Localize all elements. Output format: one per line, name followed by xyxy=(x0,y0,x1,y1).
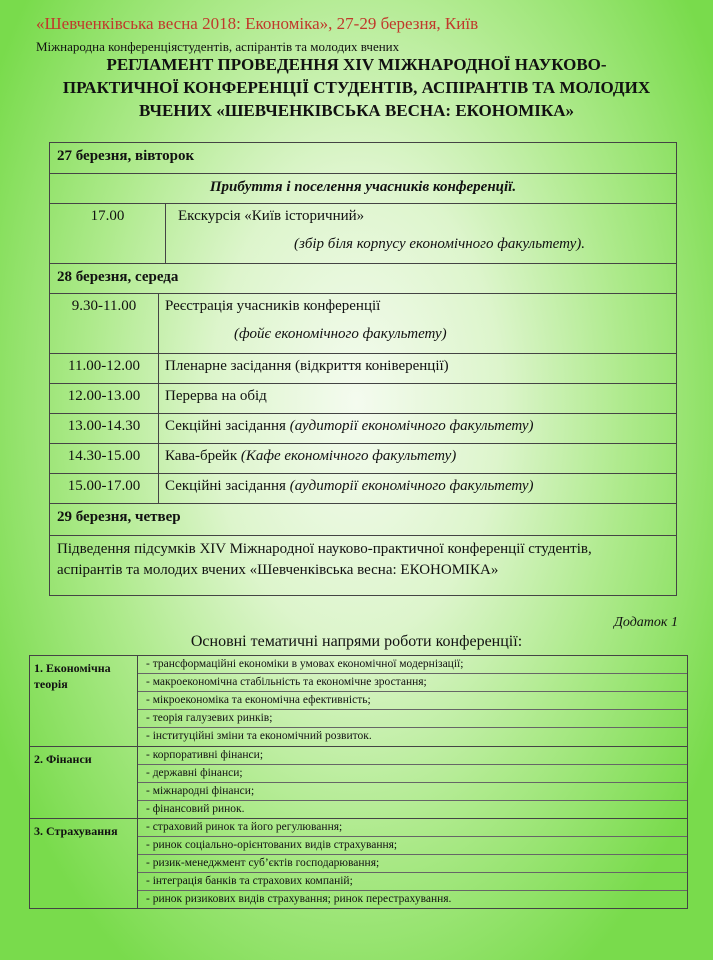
location-note: (аудиторії економічного факультету) xyxy=(289,418,534,434)
day-row xyxy=(50,503,676,535)
schedule-row xyxy=(50,443,676,473)
topic-category: 3. Страхування xyxy=(30,819,138,908)
topic-item: - страховий ринок та його регулювання; xyxy=(138,819,687,837)
schedule-row xyxy=(50,293,676,353)
topics-table xyxy=(29,655,688,909)
arrival-text: Прибуття і поселення учасників конференції. xyxy=(209,179,517,195)
topic-item: - міжнародні фінанси; xyxy=(138,783,687,801)
regulation-title-line-3: ВЧЕНИХ «ШЕВЧЕНКІВСЬКА ВЕСНА: ЕКОНОМІКА» xyxy=(138,101,574,120)
schedule-table xyxy=(49,142,677,596)
activity-cell xyxy=(165,444,456,465)
activity-cell: Реєстрація учасників конференції xyxy=(165,298,381,314)
time-cell: 12.00-13.00 xyxy=(50,384,159,413)
topic-item: - корпоративні фінанси; xyxy=(138,747,687,765)
topic-row xyxy=(30,746,687,818)
activity-cell xyxy=(165,414,534,435)
topic-items xyxy=(138,747,687,818)
day-label: 29 березня, четвер xyxy=(57,509,181,525)
day-row xyxy=(50,143,676,173)
topic-category: 2. Фінанси xyxy=(30,747,138,818)
event-title: «Шевченківська весна 2018: Економіка», 27-29 березня, Київ xyxy=(36,14,479,33)
topic-item: - теорія галузевих ринків; xyxy=(138,710,687,728)
summary-line-2: аспірантів та молодих вчених «Шевченківська весна: ЕКОНОМІКА» xyxy=(57,562,499,578)
schedule-row xyxy=(50,383,676,413)
activity-text: Секційні засідання xyxy=(165,418,290,434)
summary-line-1: Підведення підсумків XIV Міжнародної науково-практичної конференції студентів, xyxy=(57,541,592,557)
day-row xyxy=(50,263,676,293)
time-cell: 17.00 xyxy=(50,204,166,263)
topic-item: - ринок ризикових видів страхування; ринок перестрахування. xyxy=(146,893,452,905)
regulation-title-line-1: РЕГЛАМЕНТ ПРОВЕДЕННЯ XIV МІЖНАРОДНОЇ НАУКОВО- xyxy=(106,55,607,74)
schedule-row xyxy=(50,203,676,263)
topic-item: - ринок соціально-орієнтованих видів страхування; xyxy=(138,837,687,855)
time-cell: 11.00-12.00 xyxy=(50,354,159,383)
activity-cell: Перерва на обід xyxy=(165,388,267,404)
time-cell: 15.00-17.00 xyxy=(50,474,159,503)
regulation-title-line-2: ПРАКТИЧНОЇ КОНФЕРЕНЦІЇ СТУДЕНТІВ, АСПІРАНТІВ ТА МОЛОДИХ xyxy=(62,78,651,97)
location-note: (Кафе економічного факультету) xyxy=(240,448,457,464)
location-note: (фойє економічного факультету) xyxy=(234,326,447,342)
topic-row xyxy=(30,656,687,746)
arrival-row xyxy=(50,173,676,203)
appendix-label: Додаток 1 xyxy=(614,615,678,630)
topic-item: - інтеграція банків та страхових компаній; xyxy=(138,873,687,891)
day-label: 27 березня, вівторок xyxy=(57,148,195,164)
activity-cell: Пленарне засідання (відкриття коніверенції) xyxy=(165,358,449,374)
activity-cell xyxy=(165,474,534,495)
topic-category: 1. Економічна теорія xyxy=(30,656,138,746)
location-note: (аудиторії економічного факультету) xyxy=(289,478,534,494)
conference-subtitle: Міжнародна конференціястудентів, аспірантів та молодих вчених xyxy=(36,39,400,54)
topic-item: - державні фінанси; xyxy=(138,765,687,783)
topic-item: - ризик-менеджмент суб’єктів господарювання; xyxy=(138,855,687,873)
time-cell: 9.30-11.00 xyxy=(50,294,159,353)
activity-text: Кава-брейк xyxy=(165,448,241,464)
topic-item: - макроекономічна стабільність та економічне зростання; xyxy=(138,674,687,692)
topic-item: - фінансовий ринок. xyxy=(146,803,245,815)
activity-text: Секційні засідання xyxy=(165,478,290,494)
day-label: 28 березня, середа xyxy=(57,269,179,285)
time-cell: 14.30-15.00 xyxy=(50,444,159,473)
topics-heading: Основні тематичні напрями роботи конференції: xyxy=(190,633,523,650)
topic-item: - трансформаційні економіки в умовах економічної модернізації; xyxy=(138,656,687,674)
schedule-row xyxy=(50,413,676,443)
topic-row xyxy=(30,818,687,908)
summary-row xyxy=(50,535,676,595)
activity-cell: Екскурсія «Київ історичний» xyxy=(178,208,365,224)
location-note: (збір біля корпусу економічного факультету). xyxy=(294,236,586,252)
summary-text xyxy=(57,539,592,581)
topic-item: - мікроекономіка та економічна ефективність; xyxy=(138,692,687,710)
time-cell: 13.00-14.30 xyxy=(50,414,159,443)
schedule-row xyxy=(50,353,676,383)
schedule-row xyxy=(50,473,676,503)
topic-item: - інституційні зміни та економічний розвиток. xyxy=(146,730,372,742)
topic-items xyxy=(138,656,687,746)
topic-items xyxy=(138,819,687,908)
